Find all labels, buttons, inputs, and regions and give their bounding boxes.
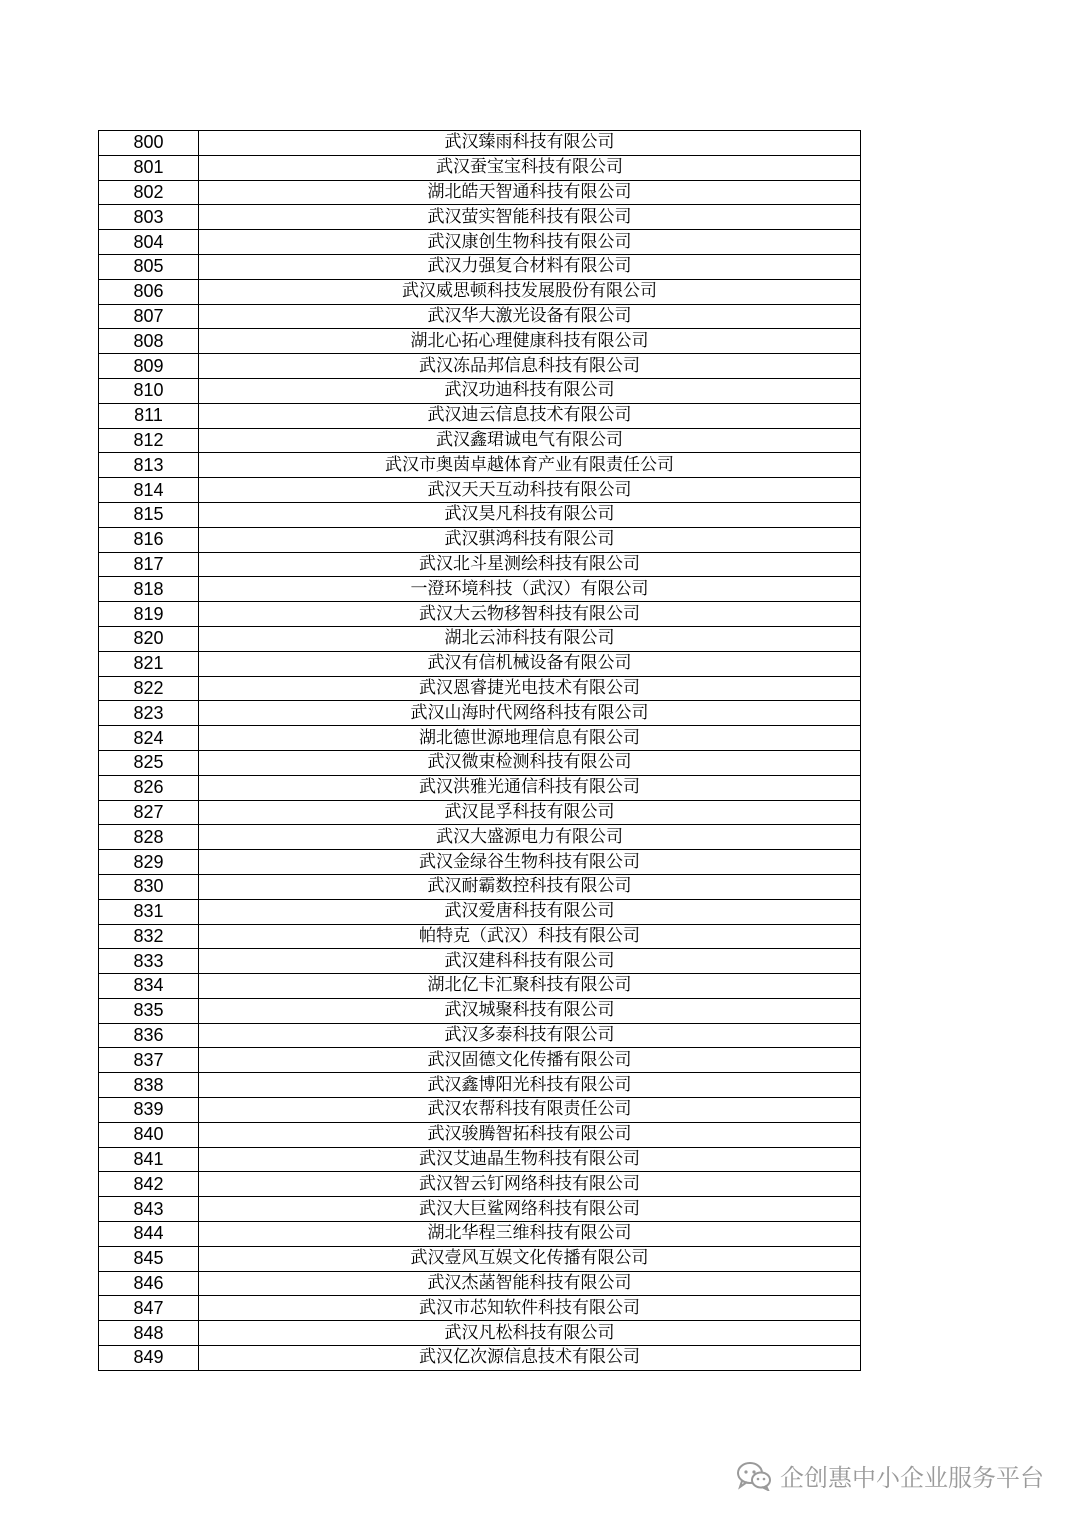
watermark-text: 企创惠中小企业服务平台 (780, 1464, 1044, 1492)
table-row (99, 874, 861, 899)
row-number: 802 (99, 180, 199, 205)
company-name: 武汉鑫珺诚电气有限公司 (199, 428, 861, 453)
table-row (99, 626, 861, 651)
company-list-table (98, 130, 861, 1371)
row-number: 828 (99, 825, 199, 850)
row-number: 821 (99, 651, 199, 676)
company-name: 武汉壹风互娱文化传播有限公司 (199, 1246, 861, 1271)
company-name: 武汉迪云信息技术有限公司 (199, 403, 861, 428)
table-row (99, 1296, 861, 1321)
company-name: 武汉鑫博阳光科技有限公司 (199, 1073, 861, 1098)
row-number: 846 (99, 1271, 199, 1296)
row-number: 848 (99, 1321, 199, 1346)
row-number: 836 (99, 1023, 199, 1048)
company-name: 武汉大云物移智科技有限公司 (199, 602, 861, 627)
row-number: 804 (99, 230, 199, 255)
table-row (99, 1271, 861, 1296)
row-number: 833 (99, 949, 199, 974)
row-number: 806 (99, 279, 199, 304)
company-name: 武汉固德文化传播有限公司 (199, 1048, 861, 1073)
table-row (99, 1073, 861, 1098)
row-number: 840 (99, 1122, 199, 1147)
row-number: 842 (99, 1172, 199, 1197)
row-number: 803 (99, 205, 199, 230)
table-row (99, 1122, 861, 1147)
company-name: 武汉天天互动科技有限公司 (199, 478, 861, 503)
row-number: 805 (99, 254, 199, 279)
table-row (99, 230, 861, 255)
table-row (99, 453, 861, 478)
company-name: 武汉臻雨科技有限公司 (199, 131, 861, 156)
company-name: 武汉力强复合材料有限公司 (199, 254, 861, 279)
company-name: 武汉建科科技有限公司 (199, 949, 861, 974)
row-number: 820 (99, 626, 199, 651)
row-number: 823 (99, 701, 199, 726)
table-row (99, 750, 861, 775)
table-row (99, 676, 861, 701)
company-name: 湖北心拓心理健康科技有限公司 (199, 329, 861, 354)
row-number: 827 (99, 800, 199, 825)
table-row (99, 974, 861, 999)
row-number: 800 (99, 131, 199, 156)
company-name: 武汉骐鸿科技有限公司 (199, 527, 861, 552)
company-name: 武汉昆孚科技有限公司 (199, 800, 861, 825)
row-number: 814 (99, 478, 199, 503)
table-row (99, 552, 861, 577)
company-name: 湖北德世源地理信息有限公司 (199, 726, 861, 751)
table-row (99, 924, 861, 949)
company-name: 武汉功迪科技有限公司 (199, 378, 861, 403)
company-name: 武汉城聚科技有限公司 (199, 998, 861, 1023)
table-row (99, 428, 861, 453)
table-row (99, 403, 861, 428)
company-name: 武汉洪雅光通信科技有限公司 (199, 775, 861, 800)
table-row (99, 726, 861, 751)
row-number: 845 (99, 1246, 199, 1271)
row-number: 829 (99, 850, 199, 875)
row-number: 841 (99, 1147, 199, 1172)
table-row (99, 502, 861, 527)
table-row (99, 1346, 861, 1371)
company-name: 武汉金绿谷生物科技有限公司 (199, 850, 861, 875)
table-row (99, 651, 861, 676)
company-name: 武汉智云钉网络科技有限公司 (199, 1172, 861, 1197)
table-row (99, 825, 861, 850)
table-row (99, 1048, 861, 1073)
company-name: 一澄环境科技（武汉）有限公司 (199, 577, 861, 602)
company-name: 武汉萤实智能科技有限公司 (199, 205, 861, 230)
company-name: 武汉艾迪晶生物科技有限公司 (199, 1147, 861, 1172)
row-number: 832 (99, 924, 199, 949)
table-row (99, 998, 861, 1023)
row-number: 817 (99, 552, 199, 577)
company-name: 武汉华大激光设备有限公司 (199, 304, 861, 329)
row-number: 807 (99, 304, 199, 329)
row-number: 818 (99, 577, 199, 602)
company-name: 武汉恩睿捷光电技术有限公司 (199, 676, 861, 701)
row-number: 812 (99, 428, 199, 453)
row-number: 847 (99, 1296, 199, 1321)
row-number: 809 (99, 354, 199, 379)
table-row (99, 478, 861, 503)
table-row (99, 354, 861, 379)
company-name: 武汉凡松科技有限公司 (199, 1321, 861, 1346)
company-name: 湖北皓天智通科技有限公司 (199, 180, 861, 205)
company-name: 武汉骏腾智拓科技有限公司 (199, 1122, 861, 1147)
row-number: 824 (99, 726, 199, 751)
row-number: 813 (99, 453, 199, 478)
row-number: 831 (99, 899, 199, 924)
company-name: 湖北亿卡汇聚科技有限公司 (199, 974, 861, 999)
row-number: 811 (99, 403, 199, 428)
watermark (736, 1458, 1044, 1493)
company-name: 武汉农帮科技有限责任公司 (199, 1098, 861, 1123)
row-number: 826 (99, 775, 199, 800)
row-number: 834 (99, 974, 199, 999)
company-name: 武汉市芯知软件科技有限公司 (199, 1296, 861, 1321)
wechat-icon (736, 1461, 772, 1491)
table-row (99, 775, 861, 800)
company-name: 帕特克（武汉）科技有限公司 (199, 924, 861, 949)
table-row (99, 254, 861, 279)
table-row (99, 378, 861, 403)
table-row (99, 800, 861, 825)
row-number: 808 (99, 329, 199, 354)
table-row (99, 1147, 861, 1172)
table-row (99, 180, 861, 205)
table-row (99, 527, 861, 552)
company-name: 武汉市奥茵卓越体育产业有限责任公司 (199, 453, 861, 478)
table-row (99, 1222, 861, 1247)
company-list-body (99, 131, 861, 1371)
table-row (99, 701, 861, 726)
table-row (99, 155, 861, 180)
table-row (99, 1246, 861, 1271)
company-name: 武汉亿次源信息技术有限公司 (199, 1346, 861, 1371)
company-name: 武汉康创生物科技有限公司 (199, 230, 861, 255)
row-number: 810 (99, 378, 199, 403)
company-name: 武汉蚕宝宝科技有限公司 (199, 155, 861, 180)
table-row (99, 1197, 861, 1222)
row-number: 830 (99, 874, 199, 899)
row-number: 849 (99, 1346, 199, 1371)
row-number: 838 (99, 1073, 199, 1098)
row-number: 837 (99, 1048, 199, 1073)
table-row (99, 131, 861, 156)
row-number: 844 (99, 1222, 199, 1247)
company-name: 武汉昊凡科技有限公司 (199, 502, 861, 527)
company-name: 武汉多泰科技有限公司 (199, 1023, 861, 1048)
company-name: 武汉威思顿科技发展股份有限公司 (199, 279, 861, 304)
table-row (99, 602, 861, 627)
row-number: 816 (99, 527, 199, 552)
table-row (99, 949, 861, 974)
table-row (99, 205, 861, 230)
row-number: 825 (99, 750, 199, 775)
row-number: 819 (99, 602, 199, 627)
row-number: 843 (99, 1197, 199, 1222)
row-number: 801 (99, 155, 199, 180)
row-number: 839 (99, 1098, 199, 1123)
table-row (99, 1098, 861, 1123)
company-name: 武汉爱唐科技有限公司 (199, 899, 861, 924)
company-name: 武汉大盛源电力有限公司 (199, 825, 861, 850)
company-name: 武汉杰菡智能科技有限公司 (199, 1271, 861, 1296)
company-name: 湖北华程三维科技有限公司 (199, 1222, 861, 1247)
table-row (99, 1172, 861, 1197)
row-number: 822 (99, 676, 199, 701)
company-name: 武汉山海时代网络科技有限公司 (199, 701, 861, 726)
table-row (99, 1321, 861, 1346)
row-number: 815 (99, 502, 199, 527)
company-name: 武汉耐霸数控科技有限公司 (199, 874, 861, 899)
row-number: 835 (99, 998, 199, 1023)
company-name: 武汉微束检测科技有限公司 (199, 750, 861, 775)
table-row (99, 577, 861, 602)
company-name: 武汉有信机械设备有限公司 (199, 651, 861, 676)
company-name: 武汉大巨鲨网络科技有限公司 (199, 1197, 861, 1222)
company-name: 湖北云沛科技有限公司 (199, 626, 861, 651)
table-row (99, 1023, 861, 1048)
table-row (99, 899, 861, 924)
table-row (99, 329, 861, 354)
table-row (99, 279, 861, 304)
table-row (99, 304, 861, 329)
company-name: 武汉冻品邦信息科技有限公司 (199, 354, 861, 379)
company-name: 武汉北斗星测绘科技有限公司 (199, 552, 861, 577)
table-row (99, 850, 861, 875)
